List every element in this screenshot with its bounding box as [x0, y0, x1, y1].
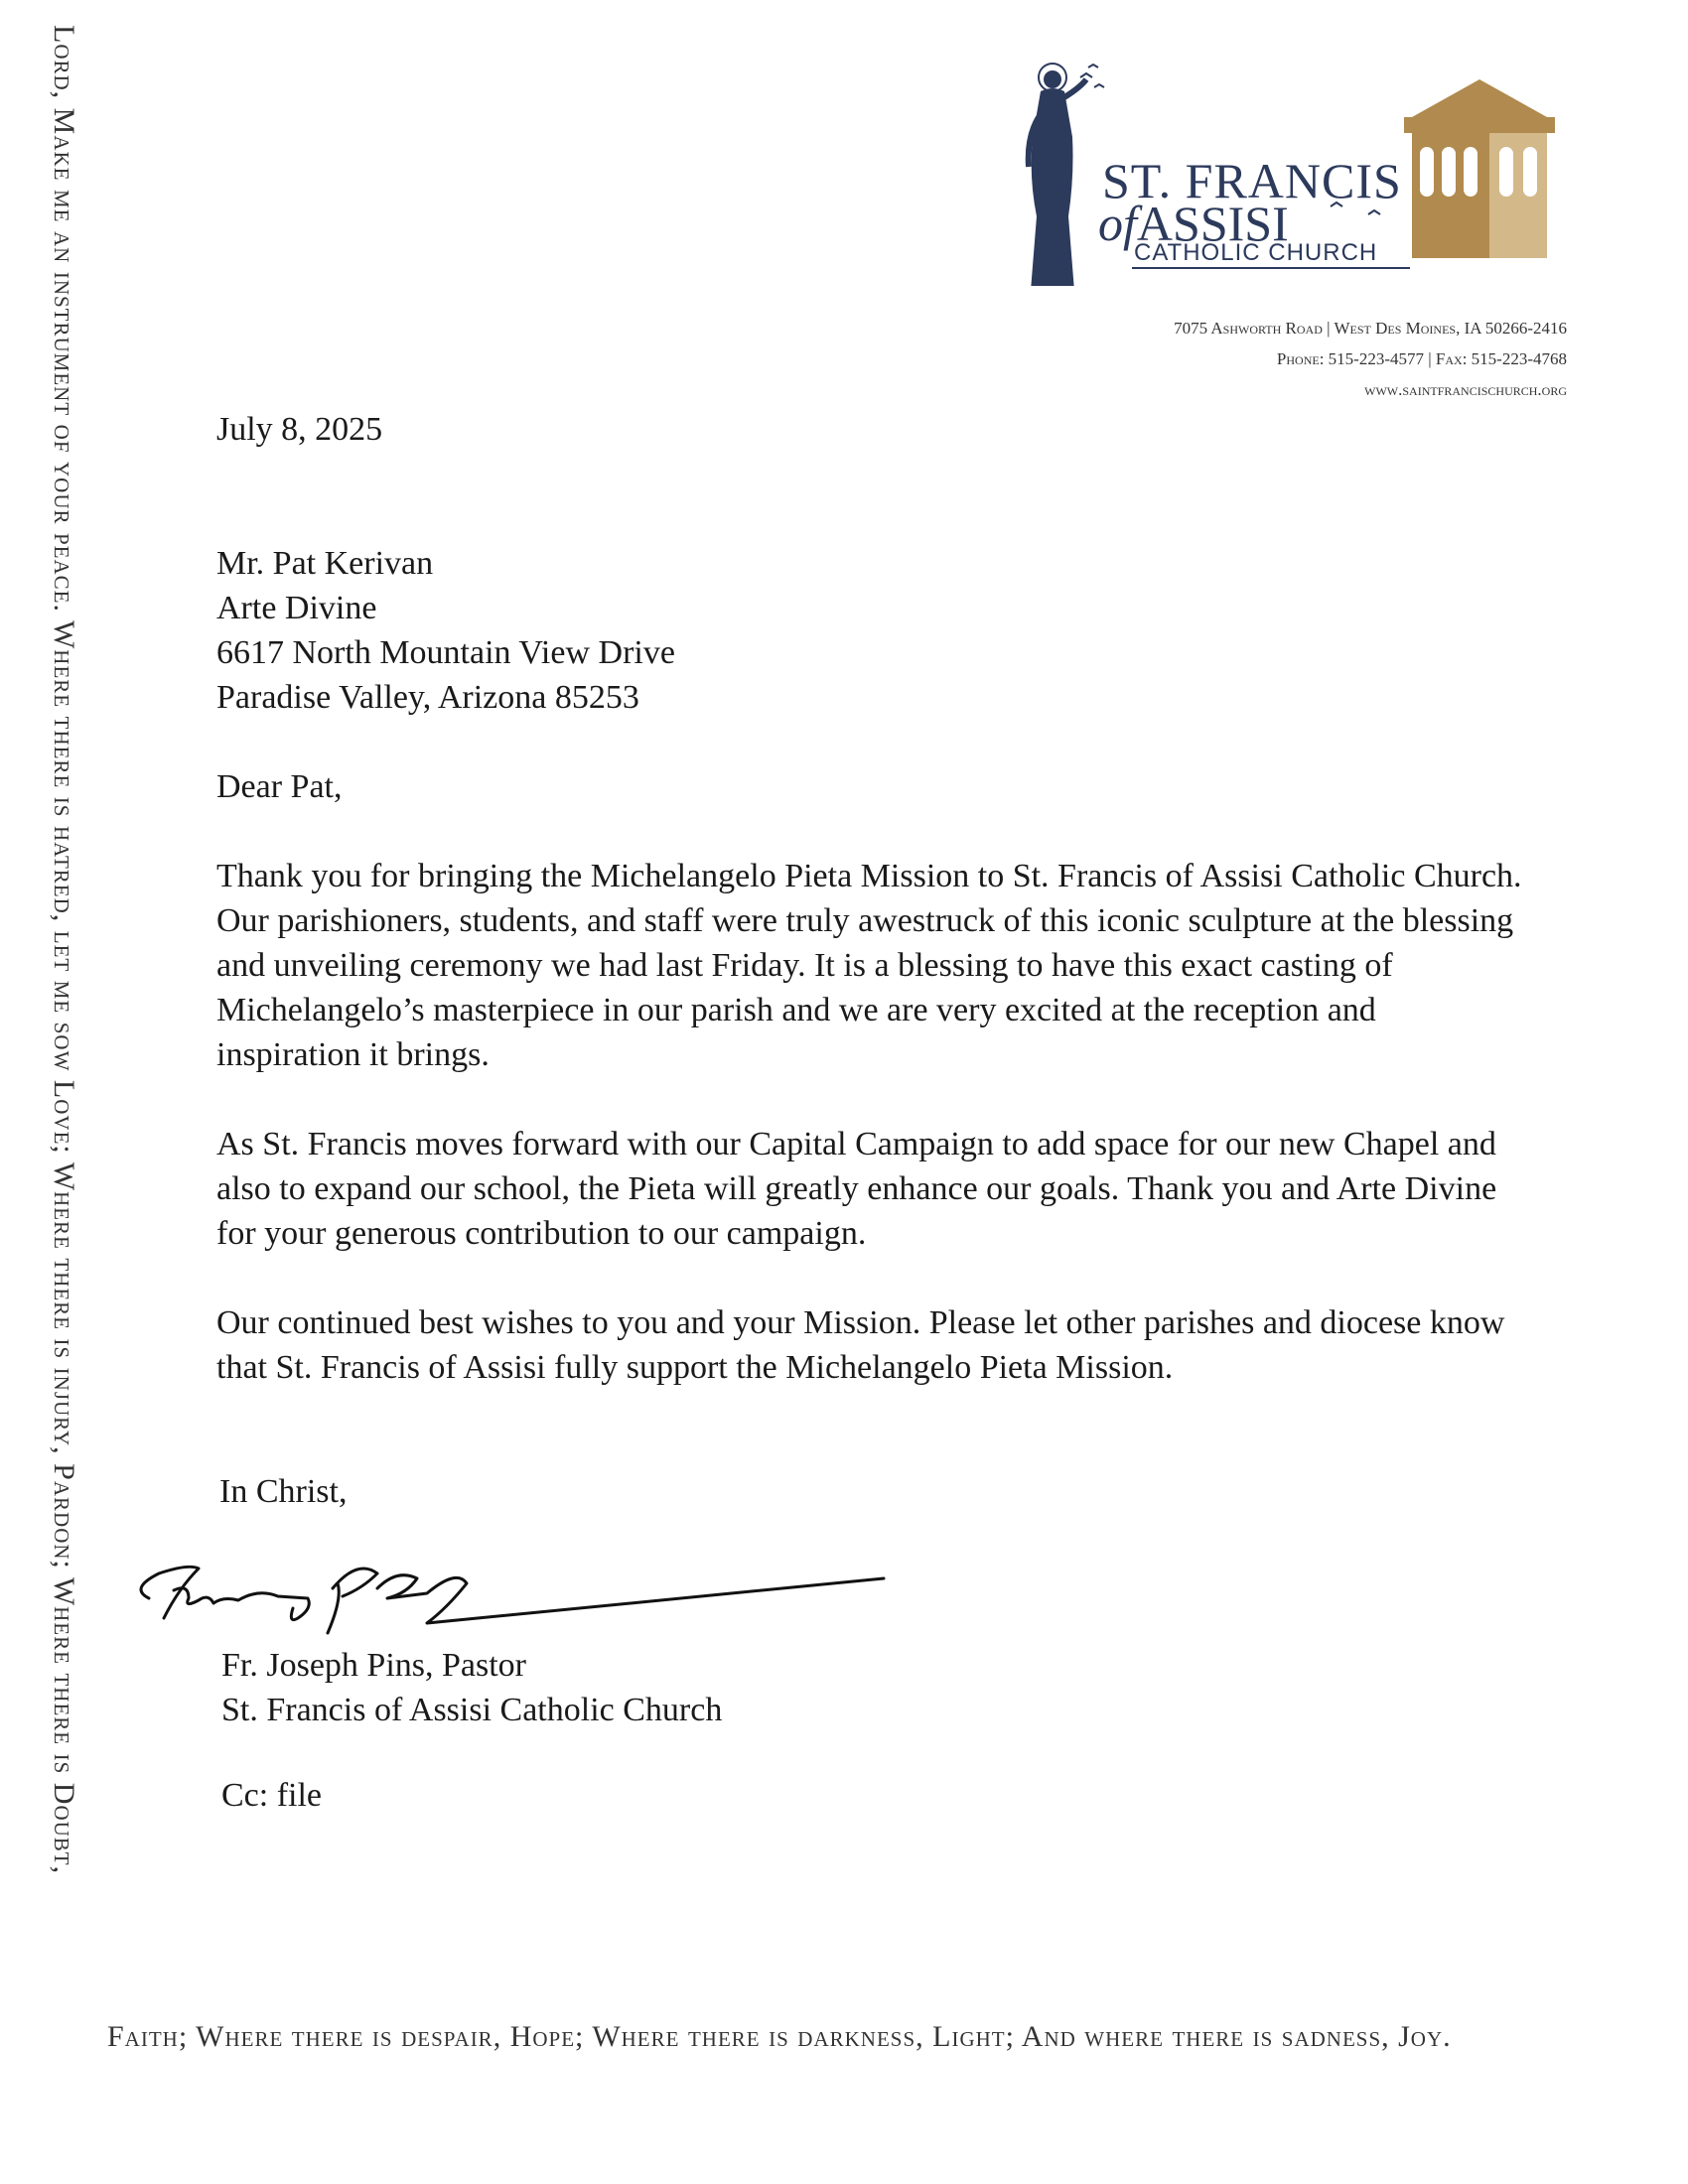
footer-prayer-text: Faith; Where there is despair, Hope; Where there is darkness, Light; And where there is sadness, Joy. [107, 2020, 1452, 2053]
church-logo [1003, 58, 1599, 286]
letterhead-address: 7075 Ashworth Road | West Des Moines, IA 50266-2416 [1174, 319, 1567, 338]
recipient-line: Mr. Pat Kerivan [216, 545, 434, 582]
recipient-line: Paradise Valley, Arizona 85253 [216, 679, 639, 716]
signer-organization: St. Francis of Assisi Catholic Church [221, 1692, 723, 1728]
closing: In Christ, [219, 1473, 348, 1510]
recipient-line: 6617 North Mountain View Drive [216, 634, 675, 671]
recipient-block [216, 541, 675, 720]
letterhead-address-block [1174, 313, 1567, 405]
signer-block [221, 1643, 722, 1732]
church-name-line3: CATHOLIC CHURCH [1134, 239, 1378, 266]
church-name-assisi: ASSISI [1136, 196, 1289, 251]
side-prayer-text: Lord, Make me an instrument of your peace. Where there is hatred, let me sow Love; Where there is injury, Pardon; Where there is Doubt, [48, 25, 80, 1875]
paragraph: Our continued best wishes to you and your Mission. Please let other parishes and diocese know that St. Francis of Assisi fully support the Michelangelo Pieta Mission. [216, 1304, 1505, 1386]
signature-image [129, 1529, 904, 1638]
letterhead-contact: Phone: 515-223-4577 | Fax: 515-223-4768 [1276, 349, 1567, 368]
paragraph: Thank you for bringing the Michelangelo Pieta Mission to St. Francis of Assisi Catholic Church. Our parishioners, students, and staff were truly awestruck of this iconic sculpture at the blessing and unveiling ceremony we had last Friday. It is a blessing to have this exact casting of Michelangelo’s masterpiece in our parish and we are very excited at the reception and inspiration it brings. [216, 858, 1522, 1073]
paragraph: As St. Francis moves forward with our Capital Campaign to add space for our new Chapel and also to expand our school, the Pieta will greatly enhance our goals. Thank you and Arte Divine for your generous contribution to our campaign. [216, 1126, 1497, 1252]
recipient-line: Arte Divine [216, 590, 377, 626]
church-name-line1: ST. FRANCIS [1102, 153, 1402, 208]
church-name-of: of [1098, 196, 1137, 251]
salutation: Dear Pat, [216, 768, 343, 805]
cc-line: Cc: file [221, 1777, 323, 1814]
letterhead-website: www.saintfrancischurch.org [1364, 380, 1567, 399]
letter-date: July 8, 2025 [216, 411, 383, 448]
signer-name: Fr. Joseph Pins, Pastor [221, 1647, 526, 1684]
